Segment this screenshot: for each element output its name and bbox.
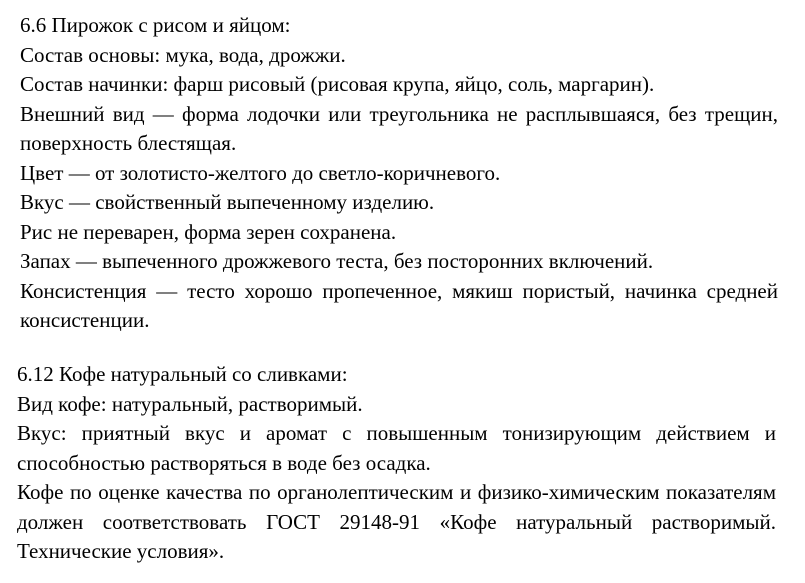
section-coffee xyxy=(17,360,776,567)
consistency-description: Консистенция — тесто хорошо пропеченное, мякиш пористый, начинка средней консистенции. xyxy=(20,278,778,332)
taste-description: Вкус — свойственный выпеченному изделию. xyxy=(20,190,435,214)
coffee-taste: Вкус: приятный вкус и аромат с повышенным тонизирующим действием и способностью растворяться в воде без осадка. xyxy=(17,421,776,475)
section-heading: 6.12 Кофе натуральный со сливками: xyxy=(17,362,348,386)
smell-description: Запах — выпеченного дрожжевого теста, без посторонних включений. xyxy=(20,249,654,273)
coffee-standard: Кофе по оценке качества по органолептическим и физико-химическим показателям должен соответствовать ГОСТ 29148-91 «Кофе натуральный растворимый. Технические условия». xyxy=(17,480,776,563)
section-heading: 6.6 Пирожок с рисом и яйцом: xyxy=(20,13,291,37)
color-description: Цвет — от золотисто-желтого до светло-коричневого. xyxy=(20,160,501,185)
coffee-type: Вид кофе: натуральный, растворимый. xyxy=(17,391,363,416)
filling-composition: Состав начинки: фарш рисовый (рисовая крупа, яйцо, соль, маргарин). xyxy=(20,72,655,96)
base-composition: Состав основы: мука, вода, дрожжи. xyxy=(20,42,346,67)
rice-description: Рис не переварен, форма зерен сохранена. xyxy=(20,219,397,244)
section-pirozhok xyxy=(20,11,778,336)
appearance-description: Внешний вид — форма лодочки или треугольника не расплывшаяся, без трещин, поверхность блестящая. xyxy=(20,101,778,155)
